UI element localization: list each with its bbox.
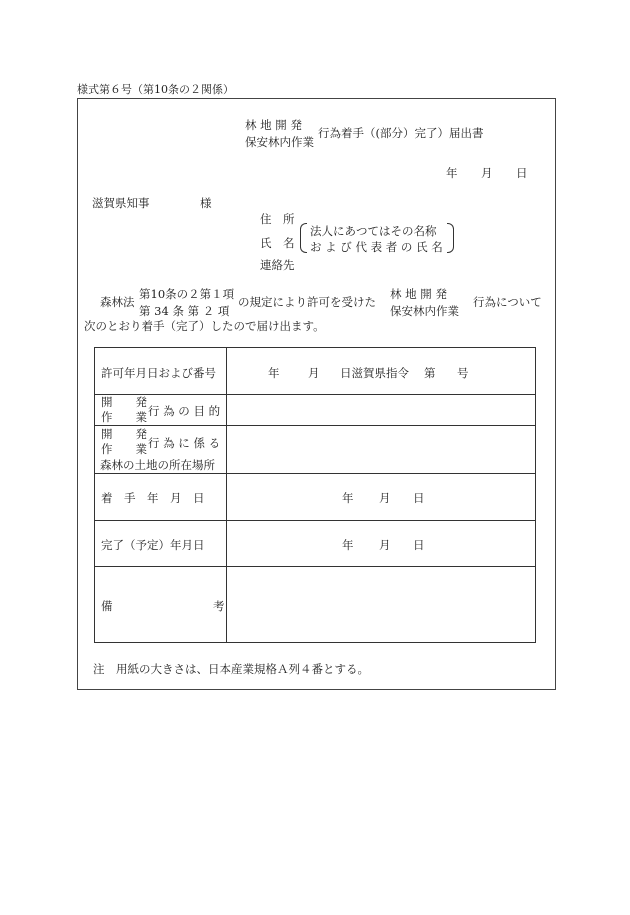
form-id: 様式第６号（第10条の２関係） <box>77 83 234 96</box>
location-label-top: 開 発 <box>101 427 147 441</box>
body-law: 森林法 <box>100 295 135 309</box>
date-day: 日 <box>516 166 528 180</box>
body-middle: の規定により許可を受けた <box>238 295 376 309</box>
table-row-divider <box>95 566 535 567</box>
applicant-note-line1: 法人にあつてはその名称 <box>310 224 437 238</box>
location-label-line3: 森林の土地の所在場所 <box>100 458 215 472</box>
addressee-name: 滋賀県知事 <box>92 196 150 210</box>
title-type-top: 林 地 開 発 <box>245 118 302 132</box>
title-type-bottom: 保安林内作業 <box>245 135 314 149</box>
bracket-left <box>300 223 307 253</box>
purpose-label-bottom: 作 業 <box>101 410 147 424</box>
completion-date-label: 完了（予定）年月日 <box>101 538 205 552</box>
remarks-label-right: 考 <box>213 599 225 613</box>
start-month: 月 <box>379 491 391 505</box>
table-row-divider <box>95 425 535 426</box>
table-row-divider <box>95 394 535 395</box>
start-year: 年 <box>342 491 354 505</box>
location-label-right: 行 為 に 係 る <box>148 436 221 450</box>
footnote: 注 用紙の大きさは、日本産業規格Ａ列４番とする。 <box>93 662 369 676</box>
location-label-left <box>101 427 147 457</box>
start-day: 日 <box>413 491 425 505</box>
purpose-label-right: 行 為 の 目 的 <box>148 404 221 418</box>
purpose-label-top: 開 発 <box>101 395 147 409</box>
completion-year: 年 <box>342 538 354 552</box>
body-clause-bottom: 第 34 条 第 ２ 項 <box>139 304 230 318</box>
completion-day: 日 <box>413 538 425 552</box>
permit-month: 月 <box>308 366 320 380</box>
body-type-top: 林 地 開 発 <box>390 287 447 301</box>
body-clause-stack <box>139 286 234 320</box>
document-title: 行為着手（(部分）完了）届出書 <box>318 126 484 140</box>
start-date-label: 着 手 年 月 日 <box>101 491 205 505</box>
date-month: 月 <box>481 166 493 180</box>
permit-day-directive: 日滋賀県指令 <box>340 366 409 380</box>
permit-no: 第 <box>424 366 436 380</box>
addressee-honorific: 様 <box>200 196 212 210</box>
permit-year: 年 <box>268 366 280 380</box>
name-label: 氏 名 <box>260 236 295 250</box>
purpose-label-left <box>101 395 147 425</box>
table-row-divider <box>95 520 535 521</box>
details-table <box>94 347 536 643</box>
location-label-bottom: 作 業 <box>101 442 147 456</box>
applicant-note-line2: お よ び 代 表 者 の 氏 名 <box>310 240 443 254</box>
address-label: 住 所 <box>260 212 295 226</box>
table-row-divider <box>95 473 535 474</box>
body-type-stack <box>390 286 459 320</box>
bracket-right <box>447 223 454 253</box>
body-tail: 行為について <box>473 295 542 309</box>
body-type-bottom: 保安林内作業 <box>390 304 459 318</box>
date-year: 年 <box>446 166 458 180</box>
contact-label: 連絡先 <box>260 258 295 272</box>
table-column-divider <box>226 348 227 642</box>
title-type-stack <box>245 117 314 151</box>
completion-month: 月 <box>379 538 391 552</box>
body-clause-top: 第10条の２第１項 <box>139 287 235 301</box>
body-line2: 次のとおり着手（完了）したので届け出ます。 <box>84 319 325 333</box>
permit-date-label: 許可年月日および番号 <box>101 366 216 380</box>
remarks-label-left: 備 <box>101 599 113 613</box>
permit-go: 号 <box>457 366 469 380</box>
